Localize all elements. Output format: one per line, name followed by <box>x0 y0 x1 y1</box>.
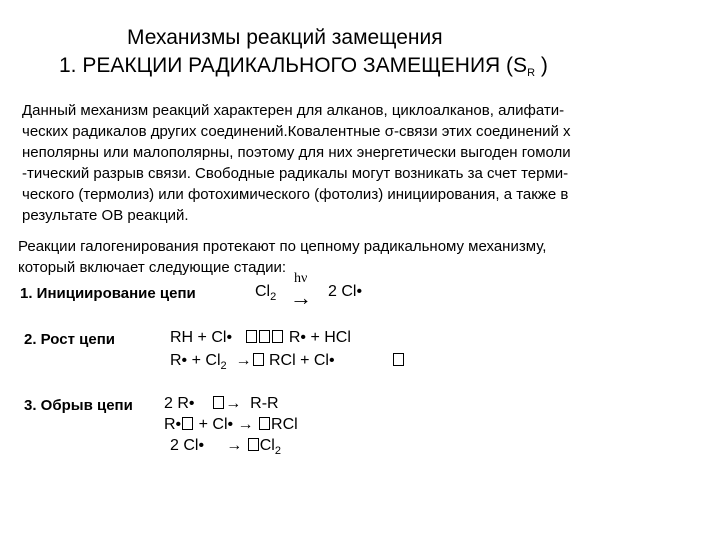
paragraph-line: результате ОВ реакций. <box>22 207 189 224</box>
sr-subscript: R <box>527 67 536 79</box>
termination-equation-3 <box>170 437 281 457</box>
missing-glyph-icon <box>248 438 259 451</box>
paragraph-line: неполярны или малополярны, поэтому для них энергетически выгоден гомоли <box>22 144 571 161</box>
light-condition: hν <box>294 271 308 286</box>
stage-initiation-label: 1. Инициирование цепи <box>20 285 196 302</box>
equation-right: Cl <box>259 437 275 454</box>
missing-glyph-icon <box>246 330 257 343</box>
termination-equation-2 <box>164 416 298 434</box>
paragraph-line: который включает следующие стадии: <box>18 259 287 276</box>
chlorine-subscript: 2 <box>270 291 277 303</box>
equation-arrow: → <box>225 395 242 412</box>
intro-paragraph <box>22 100 571 226</box>
mechanism-paragraph <box>18 236 546 278</box>
initiation-arrow: → <box>290 285 312 310</box>
equation-right: R• + HCl <box>288 329 351 346</box>
equation-arrow: → <box>235 352 252 369</box>
paragraph-line: ческого (термолиз) или фотохимического (фотолиз) инициирования, а также в <box>22 186 569 203</box>
section-heading-close: ) <box>535 54 548 77</box>
equation-left: R• <box>164 416 182 433</box>
section-heading <box>59 54 548 79</box>
equation-left: 2 R• <box>164 395 195 412</box>
equation-right: RCl + Cl• <box>268 352 335 369</box>
equation-mid: + Cl• → <box>198 416 254 433</box>
stage-termination-label: 3. Обрыв цепи <box>24 397 133 414</box>
missing-glyph-icon <box>213 396 224 409</box>
section-heading-text: 1. РЕАКЦИИ РАДИКАЛЬНОГО ЗАМЕЩЕНИЯ (S <box>59 54 528 77</box>
equation-right: RCl <box>271 416 298 433</box>
paragraph-line: Данный механизм реакций характерен для алканов, циклоалканов, алифати- <box>22 102 565 119</box>
propagation-equation-1 <box>170 329 351 347</box>
slide-title: Механизмы реакций замещения <box>127 26 443 49</box>
missing-glyph-icon <box>272 330 283 343</box>
stage-propagation-label: 2. Рост цепи <box>24 331 115 348</box>
equation-left: RH + Cl• <box>170 329 233 346</box>
equation-right: R-R <box>250 395 279 412</box>
chlorine-subscript: 2 <box>274 445 281 457</box>
chlorine-subscript: 2 <box>220 360 227 372</box>
missing-glyph-icon <box>182 417 193 430</box>
missing-glyph-icon <box>253 353 264 366</box>
equation-arrow: → <box>226 437 243 454</box>
termination-equation-1 <box>164 395 279 413</box>
equation-left: 2 Cl• <box>170 437 205 454</box>
chlorine-formula: Cl <box>255 283 271 300</box>
initiation-product: 2 Cl• <box>328 283 363 300</box>
propagation-equation-2 <box>170 352 335 372</box>
paragraph-line: ческих радикалов других соединений.Ковалентные σ-связи этих соединений х <box>22 123 571 140</box>
missing-glyph-icon <box>259 417 270 430</box>
missing-glyph-icon <box>392 352 405 370</box>
equation-left: R• + Cl <box>170 352 221 369</box>
paragraph-line: Реакции галогенирования протекают по цепному радикальному механизму, <box>18 238 547 255</box>
initiation-reactant <box>255 283 276 303</box>
paragraph-line: -тический разрыв связи. Свободные радикалы могут возникать за счет терми- <box>22 165 569 182</box>
missing-glyph-icon <box>259 330 270 343</box>
